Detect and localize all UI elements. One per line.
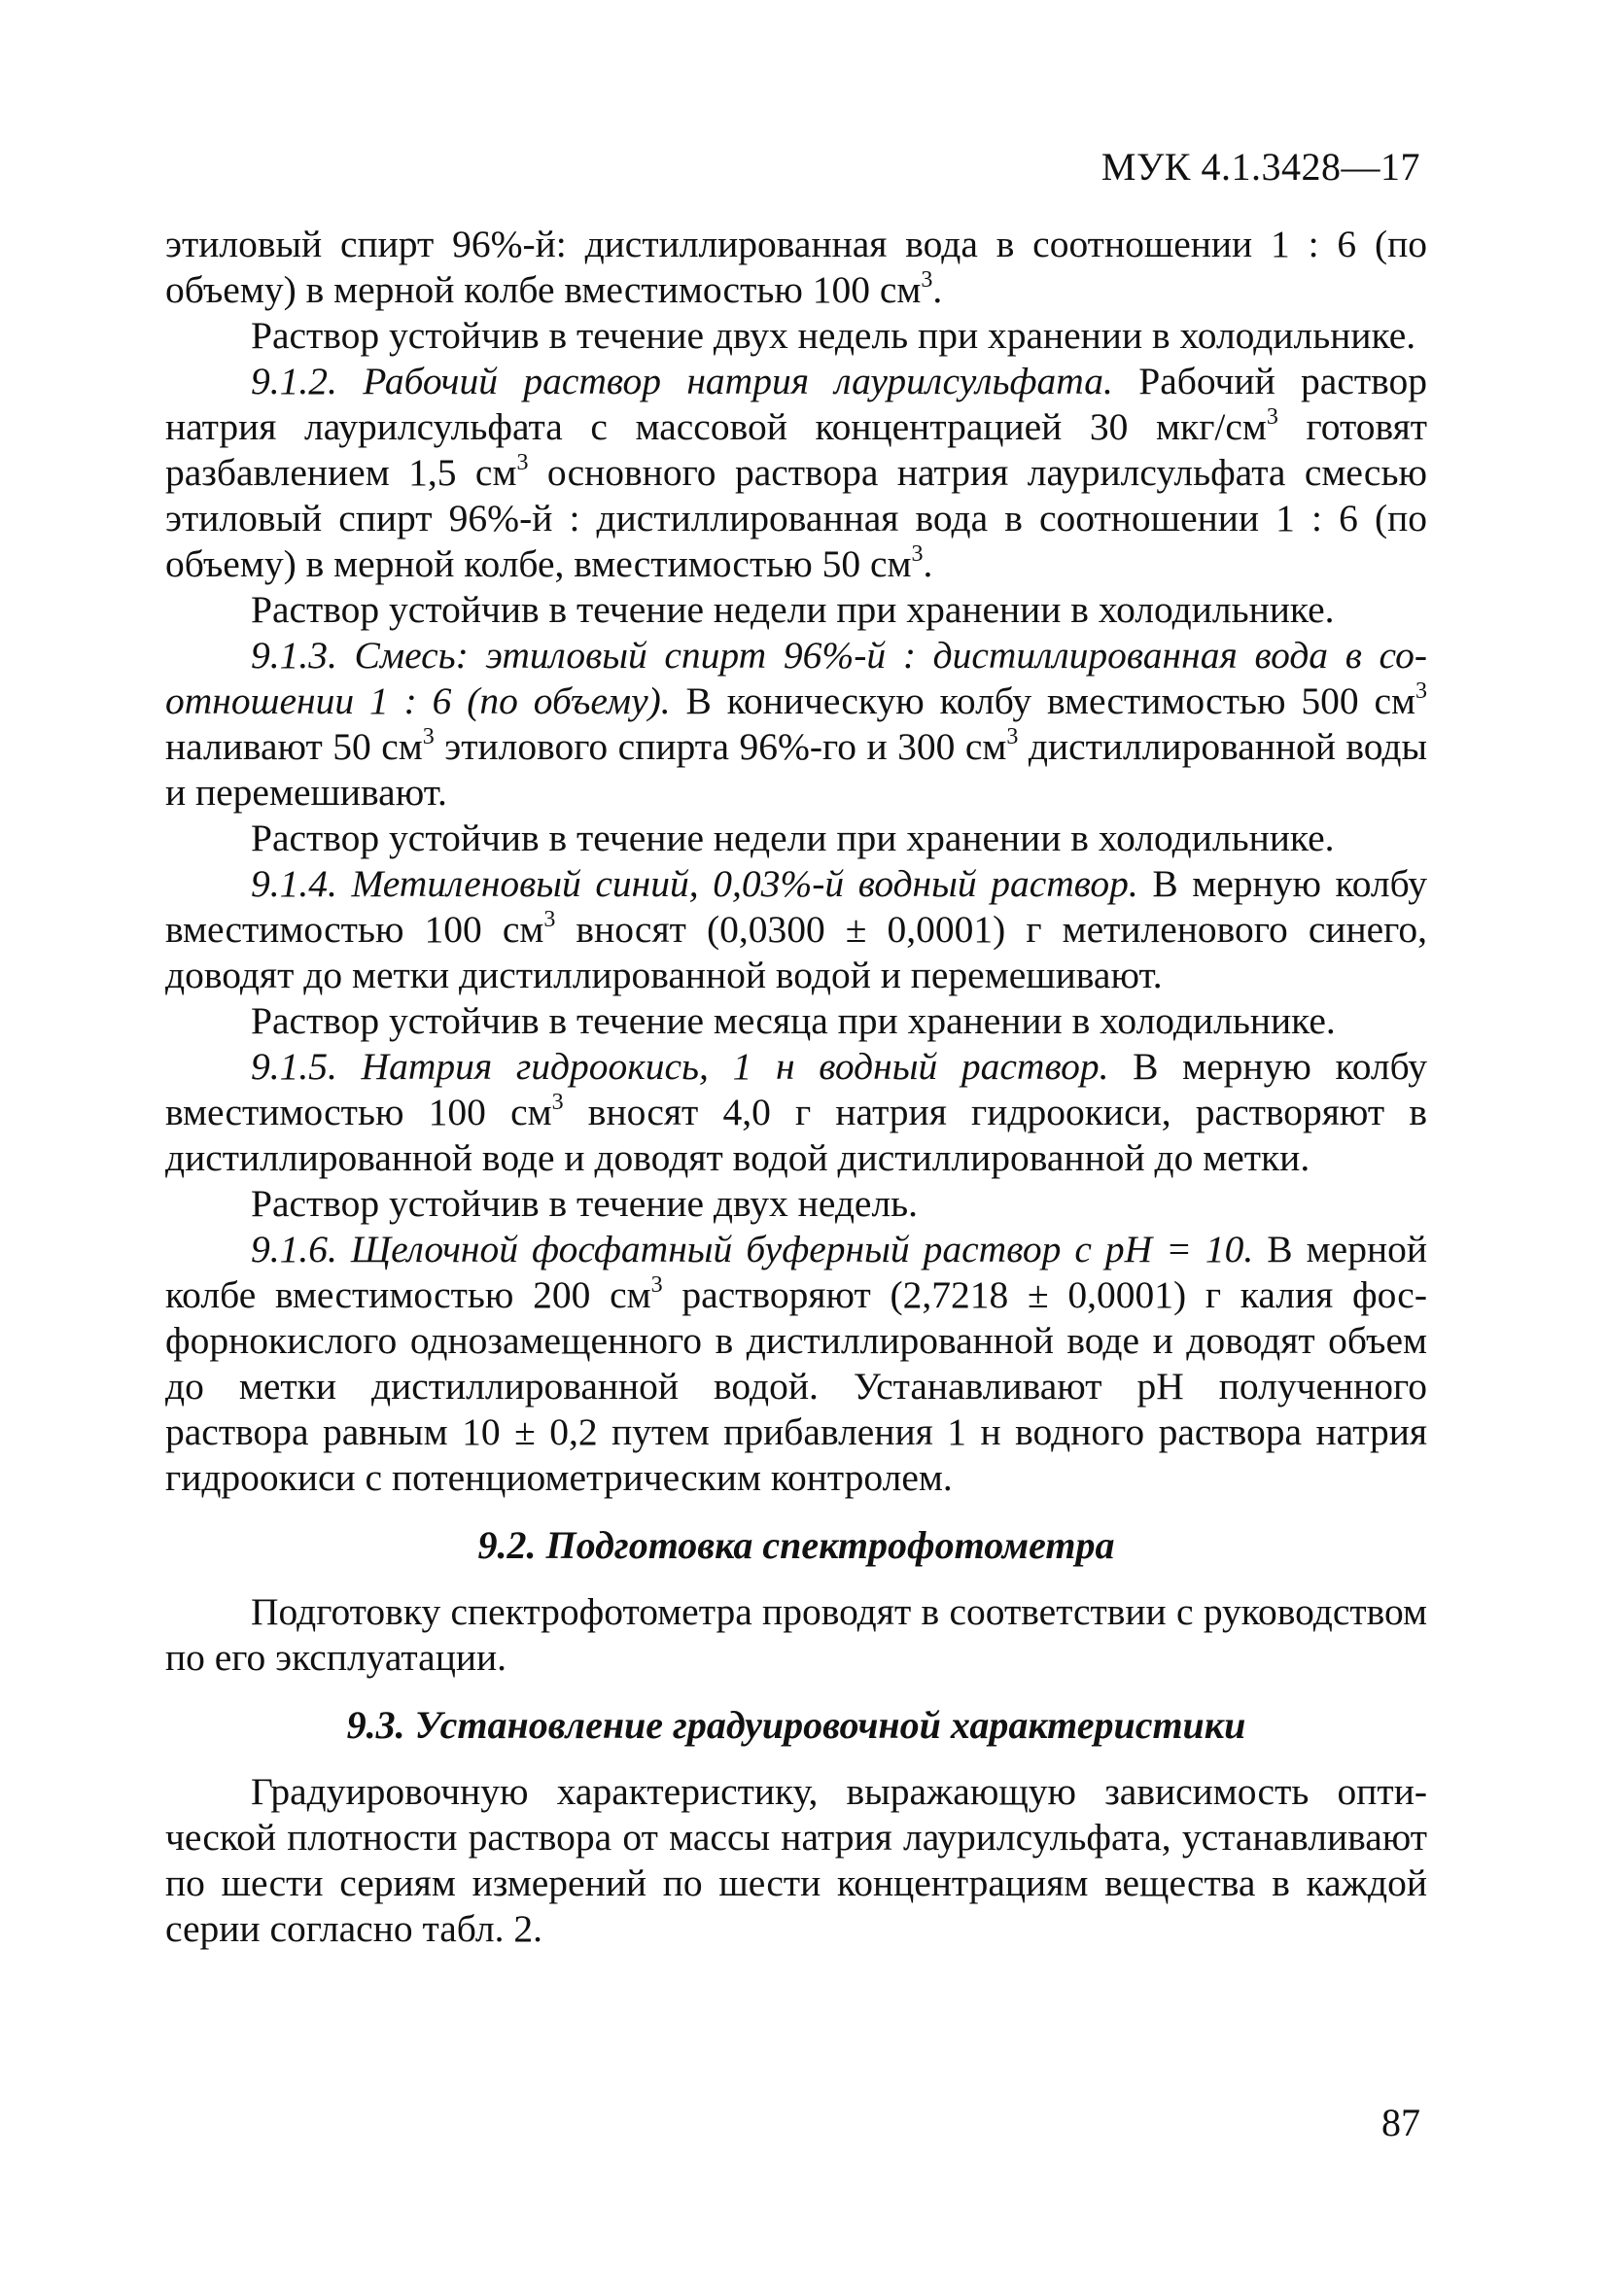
paragraph-9-1-3: 9.1.3. Смесь: этиловый спирт 96%-й : дистиллированная вода в соотношении 1 : 6 (по объему). В коническую колбу вместимостью 500 $см^3$ наливают 50 $см^3$ этилового спирта 96%-го и 300 $см^3$ дистиллированной воды и перемешивают. <box>165 634 1428 814</box>
subsection-title-9-1-5: 9.1.5. Натрия гидроокись, 1 н водный раствор. <box>251 1045 1109 1088</box>
subsection-title-9-1-2: 9.1.2. Рабочий раствор натрия лаурилсульфата. <box>251 360 1113 402</box>
paragraph-stability-two-weeks-2: Раствор устойчив в течение двух недель. <box>251 1182 919 1225</box>
paragraph-9-1-5: 9.1.5. Натрия гидроокись, 1 н водный раствор. В мерную колбу вместимостью 100 $см^3$ вносят 4,0 г натрия гидроокиси, растворяют в дистиллированной воде и доводят водой дистиллированной до метки. <box>165 1045 1428 1179</box>
page-number: 87 <box>1381 2101 1420 2144</box>
paragraph-9-3-text: Градуировочную характеристику, выражающую зависимость оптической плотности раствора от массы натрия лаурилсульфата, устанавливают по шести сериям измерений по шести концентрациям вещества в каждой серии согласно табл. 2. <box>165 1770 1427 1950</box>
paragraph-9-1-2: 9.1.2. Рабочий раствор натрия лаурилсульфата. Рабочий раствор натрия лаурилсульфата с массовой концентрацией 30 мкг/$см^3$ готовят разбавлением 1,5 $см^3$ основного раствора натрия лаурилсульфата смесью этиловый спирт 96%-й : дистиллированная вода в соотношении 1 : 6 (по объему) в мерной колбе, вместимостью 50 $см^3$. <box>165 360 1428 585</box>
paragraph-9-1-4: 9.1.4. Метиленовый синий, 0,03%-й водный раствор. В мерную колбу вместимостью 100 $см^3$ вносят (0,0300 ± 0,0001) г метиленового синего, доводят до метки дистиллированной водой и перемешивают. <box>165 862 1428 996</box>
paragraph-stability-month: Раствор устойчив в течение месяца при хранении в холодильнике. <box>251 999 1336 1042</box>
paragraph-stability-week-2: Раствор устойчив в течение недели при хранении в холодильнике. <box>251 817 1335 859</box>
section-heading-9-3: 9.3. Установление градуировочной характеристики <box>346 1703 1246 1747</box>
subsection-title-9-1-6: 9.1.6. Щелочной фосфатный буферный раствор с pH = 10. <box>251 1228 1254 1270</box>
document-code-header: МУК 4.1.3428—17 <box>1100 145 1420 189</box>
subsection-title-9-1-3: 9.1.3. Смесь: этиловый спирт 96%-й : дистиллированная вода в соотношении 1 : 6 (по объему). <box>165 634 1427 722</box>
section-heading-9-2: 9.2. Подготовка спектрофотометра <box>477 1523 1115 1567</box>
subsection-title-9-1-4: 9.1.4. Метиленовый синий, 0,03%-й водный раствор. <box>251 862 1138 905</box>
paragraph-stability-two-weeks: Раствор устойчив в течение двух недель при хранении в холодильнике. <box>251 314 1416 357</box>
paragraph-9-1-6: 9.1.6. Щелочной фосфатный буферный раствор с pH = 10. В мерной колбе вместимостью 200 $см^3$ растворяют (2,7218 ± 0,0001) г калия фосфорнокислого однозамещенного в дистиллированной воде и доводят объем до метки дистиллированной водой. Устанавливают pH полученного раствора равным 10 ± 0,2 путем прибавления 1 н водного раствора натрия гидроокиси с потенциометрическим контролем. <box>165 1228 1427 1499</box>
paragraph-9-2-text: Подготовку спектрофотометра проводят в соответствии с руководством по его эксплуатации. <box>165 1590 1427 1679</box>
document-body <box>165 222 1427 1952</box>
paragraph-stability-week-1: Раствор устойчив в течение недели при хранении в холодильнике. <box>251 588 1335 631</box>
paragraph-ethanol-mixture-end: этиловый спирт 96%-й: дистиллированная вода в соотношении 1 : 6 (по объему) в мерной колбе вместимостью 100 $см^3$. <box>165 223 1427 311</box>
